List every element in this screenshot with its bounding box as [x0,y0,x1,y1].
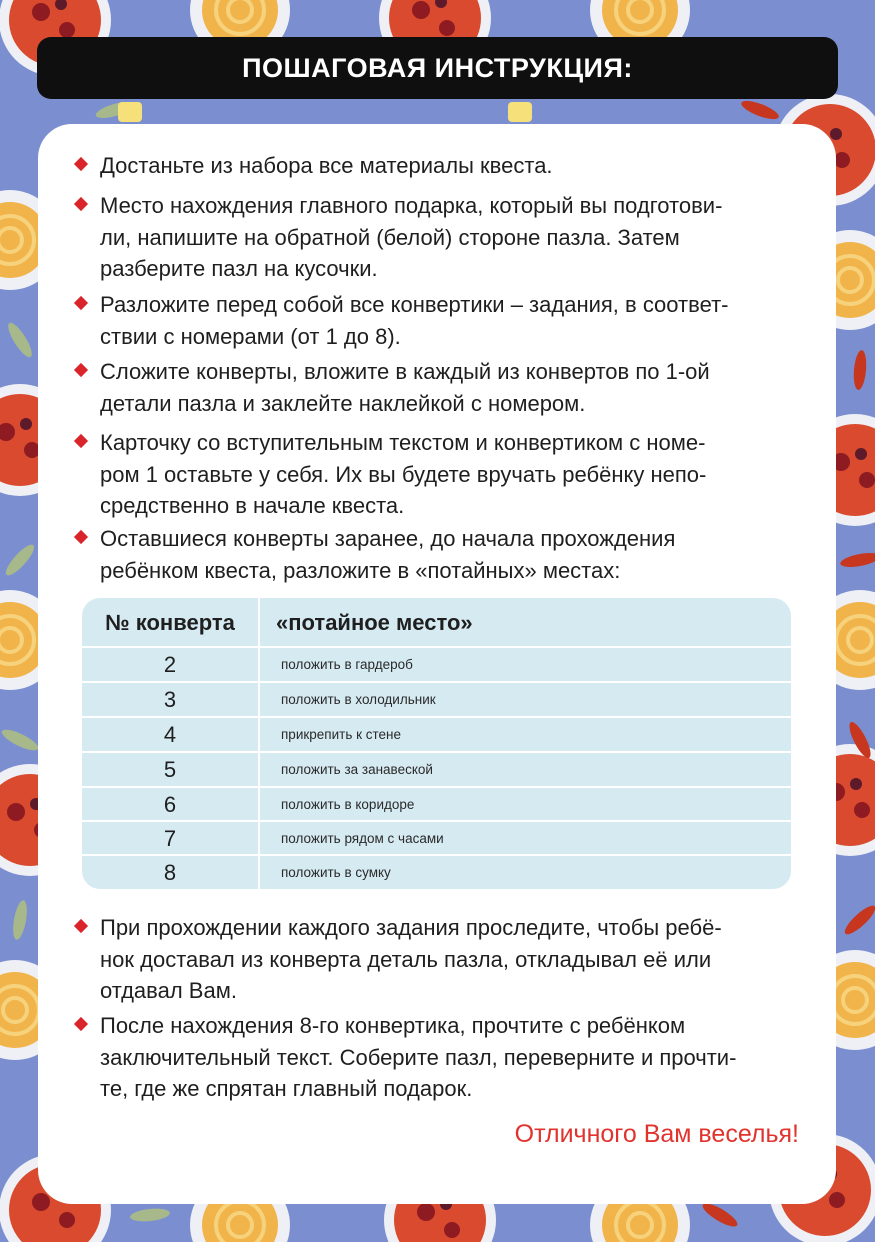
instruction-item-6: Оставшиеся конверты заранее, до начала прохождения ребёнком квеста, разложите в «потайных» местах: [100,523,790,586]
envelope-number: 7 [163,826,177,851]
bullet-diamond-icon [74,530,88,544]
bullet-diamond-icon [74,157,88,171]
bullet-diamond-icon [74,1017,88,1031]
instruction-item-8: После нахождения 8-го конвертика, прочтите с ребёнком заключительный текст. Соберите пазл, переверните и прочти- те, где же спрятан главный подарок. [100,1010,790,1105]
hiding-places-table [82,598,791,889]
page-title: ПОШАГОВАЯ ИНСТРУКЦИЯ: [242,52,633,83]
envelope-number: 2 [163,652,177,677]
bullet-diamond-icon [74,363,88,377]
title-bar [37,37,838,99]
header-place: «потайное место» [276,610,473,635]
envelope-number: 4 [163,722,177,747]
instruction-item-3: Разложите перед собой все конвертики – задания, в соответ- ствии с номерами (от 1 до 8). [100,289,790,352]
table-row [82,681,791,717]
hiding-place: положить в холодильник [281,692,436,707]
hiding-place: положить в гардероб [281,657,413,672]
bullet-diamond-icon [74,197,88,211]
bullet-diamond-icon [74,919,88,933]
table-row [82,820,791,856]
instruction-card [38,124,836,1204]
instruction-item-4: Сложите конверты, вложите в каждый из конвертов по 1-ой детали пазла и заклейте наклейкой с номером. [100,356,790,419]
instruction-item-5: Карточку со вступительным текстом и конвертиком с номе- ром 1 оставьте у себя. Их вы будете вручать ребёнку непо- средственно в начале квеста. [100,427,790,522]
table-row [82,716,791,752]
envelope-number: 8 [163,860,177,885]
envelope-number: 5 [163,757,177,782]
table-row [82,646,791,682]
header-number: № конверта [105,610,235,635]
instruction-item-1: Достаньте из набора все материалы квеста. [100,150,790,182]
table-header [82,598,791,646]
table-row [82,786,791,822]
table-row [82,854,791,889]
hiding-place: прикрепить к стене [281,727,402,742]
instruction-item-2: Место нахождения главного подарка, который вы подготови- ли, напишите на обратной (белой) стороне пазла. Затем разберите пазл на кусочки. [100,190,790,285]
hiding-place: положить в коридоре [281,797,415,812]
envelope-number: 3 [163,687,177,712]
hiding-place: положить рядом с часами [281,831,444,846]
bullet-diamond-icon [74,434,88,448]
closing-message: Отличного Вам веселья! [514,1120,799,1148]
hiding-place: положить за занавеской [281,762,433,777]
hiding-place: положить в сумку [281,865,391,880]
table-row [82,751,791,787]
instruction-item-7: При прохождении каждого задания проследите, чтобы ребё- нок доставал из конверта деталь пазла, откладывал её или отдавал Вам. [100,912,790,1007]
envelope-number: 6 [163,792,177,817]
bullet-diamond-icon [74,296,88,310]
